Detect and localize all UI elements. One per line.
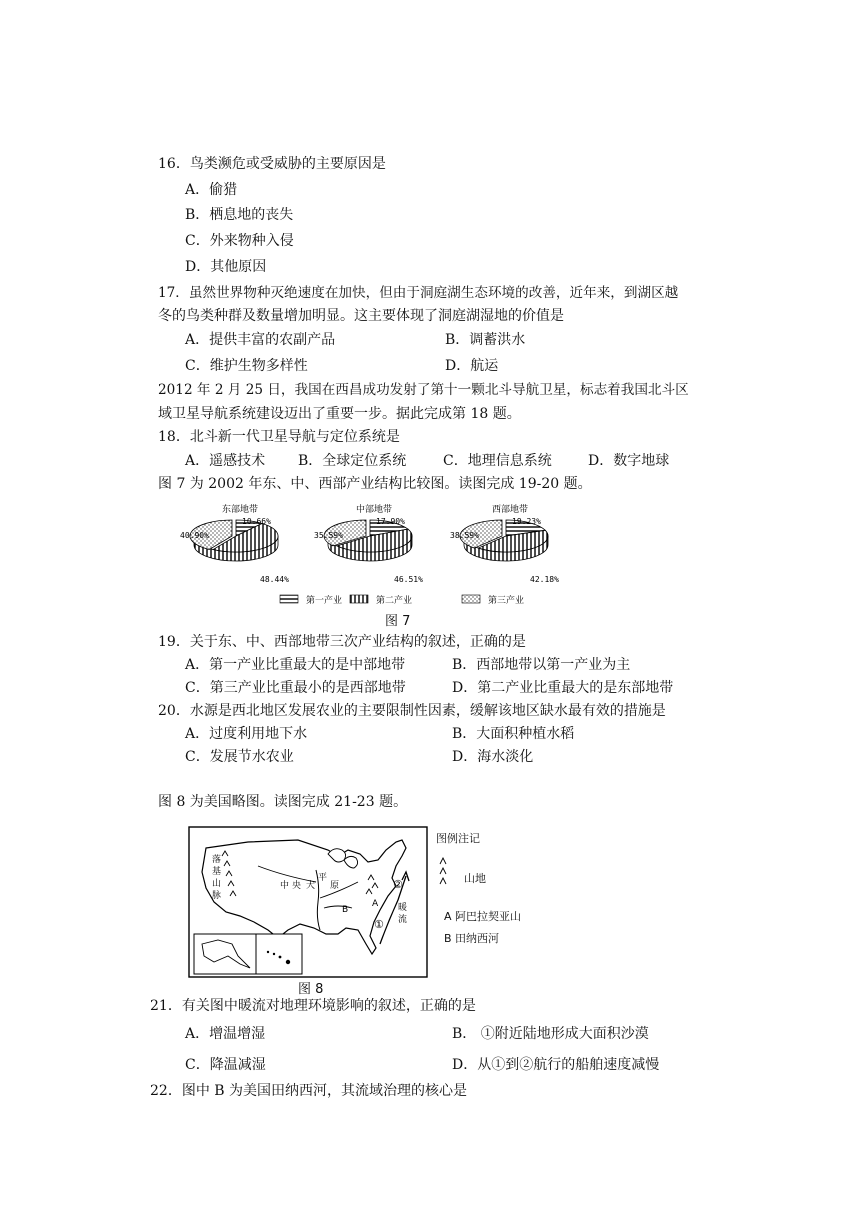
q18-option-b: B．全球定位系统 — [298, 453, 407, 469]
q18-option-c: C．地理信息系统 — [443, 453, 552, 469]
label-plain-3: 大 — [306, 881, 316, 891]
q19-stem: 19．关于东、中、西部地带三次产业结构的叙述，正确的是 — [158, 634, 526, 650]
q18-stem: 18．北斗新一代卫星导航与定位系统是 — [158, 429, 400, 445]
pie-title-1: 中部地带 — [356, 505, 393, 515]
pie-label-secondary-2: 42.18% — [530, 575, 559, 584]
figure-7-caption: 图 7 — [385, 614, 411, 629]
q21-stem: 21．有关图中暖流对地理环境影响的叙述，正确的是 — [150, 998, 476, 1014]
q19-option-a: A．第一产业比重最大的是中部地带 — [185, 657, 406, 673]
legend-swatch-2 — [462, 595, 480, 603]
q16-stem: 16．鸟类濒危或受威胁的主要原因是 — [158, 156, 386, 172]
q20-option-c: C．发展节水农业 — [185, 749, 294, 765]
label-plain-5: 原 — [330, 881, 340, 891]
label-rocky-3: 山 — [212, 879, 222, 889]
intro18-line2: 域卫星导航系统建设迈出了重要一步。据此完成第 18 题。 — [158, 406, 521, 422]
pie-label-primary-0: 10.66% — [242, 517, 271, 526]
q16-option-a: A．偷猎 — [185, 182, 238, 198]
q17-stem-line2: 冬的鸟类种群及数量增加明显。这主要体现了洞庭湖湿地的价值是 — [158, 308, 564, 324]
pie-title-0: 东部地带 — [222, 505, 259, 515]
label-point-2: ② — [393, 878, 403, 891]
q18-option-d: D．数字地球 — [588, 453, 670, 469]
q16-option-d: D．其他原因 — [185, 259, 267, 275]
legend-b: B 田纳西河 — [444, 932, 500, 945]
q21-option-b: B． ①附近陆地形成大面积沙漠 — [452, 1026, 649, 1042]
figure-8-caption: 图 8 — [298, 982, 324, 997]
label-rocky-1: 落 — [212, 855, 222, 865]
intro19: 图 7 为 2002 年东、中、西部产业结构比较图。读图完成 19-20 题。 — [158, 476, 592, 492]
q20-option-d: D．海水淡化 — [452, 749, 534, 765]
pie-title-2: 西部地带 — [492, 505, 529, 515]
legend-label-1: 第二产业 — [376, 596, 413, 606]
figure-7-chart — [180, 498, 590, 616]
q21-option-c: C．降温减湿 — [185, 1057, 266, 1073]
q20-option-a: A．过度利用地下水 — [185, 726, 308, 742]
legend-a: A 阿巴拉契亚山 — [444, 910, 522, 923]
pie-label-secondary-1: 46.51% — [394, 575, 423, 584]
pie-label-primary-2: 19.23% — [512, 517, 541, 526]
q18-option-a: A．遥感技术 — [185, 453, 266, 469]
legend-title: 图例注记 — [436, 832, 480, 845]
figure-8-map — [188, 826, 428, 978]
legend-label-0: 第一产业 — [306, 596, 343, 606]
q21-option-a: A．增温增湿 — [185, 1026, 266, 1042]
q17-stem-line1: 17．虽然世界物种灭绝速度在加快，但由于洞庭湖生态环境的改善，近年来，到湖区越 — [158, 285, 679, 301]
label-plain-1: 中 — [280, 881, 290, 891]
q19-option-c: C．第三产业比重最小的是西部地带 — [185, 680, 406, 696]
q20-stem: 20．水源是西北地区发展农业的主要限制性因素，缓解该地区缺水最有效的措施是 — [158, 703, 666, 719]
label-plain-2: 央 — [292, 881, 302, 891]
label-rocky-4: 脉 — [212, 891, 222, 901]
label-point-1: ① — [374, 918, 384, 931]
q17-option-b: B．调蓄洪水 — [445, 332, 526, 348]
hawaii-inset-frame — [256, 934, 302, 974]
intro18-line1: 2012 年 2 月 25 日，我国在西昌成功发射了第十一颗北斗导航卫星，标志着我国北斗区 — [158, 382, 689, 398]
label-b: B — [342, 905, 349, 915]
q16-option-b: B．栖息地的丧失 — [185, 207, 294, 223]
legend-mountain-label: 山地 — [464, 872, 486, 885]
pie-label-tertiary-2: 38.59% — [450, 531, 479, 540]
label-plain-4: 平 — [318, 873, 328, 883]
q17-option-a: A．提供丰富的农副产品 — [185, 332, 336, 348]
label-current-2: 流 — [398, 915, 408, 925]
q19-option-b: B．西部地带以第一产业为主 — [452, 657, 631, 673]
q22-stem: 22．图中 B 为美国田纳西河，其流域治理的核心是 — [150, 1083, 468, 1099]
q21-option-d: D．从①到②航行的船舶速度减慢 — [452, 1057, 660, 1073]
legend-swatch-1 — [350, 595, 368, 603]
q20-option-b: B．大面积种植水稻 — [452, 726, 575, 742]
pie-label-secondary-0: 48.44% — [260, 575, 289, 584]
intro21: 图 8 为美国略图。读图完成 21-23 题。 — [158, 794, 408, 810]
legend-label-2: 第三产业 — [488, 596, 525, 606]
q16-option-c: C．外来物种入侵 — [185, 233, 294, 249]
q19-option-d: D．第二产业比重最大的是东部地带 — [452, 680, 674, 696]
q17-option-d: D．航运 — [445, 358, 499, 374]
q17-option-c: C．维护生物多样性 — [185, 358, 308, 374]
legend-swatch-0 — [280, 595, 298, 603]
label-rocky-2: 基 — [212, 867, 222, 877]
label-a: A — [372, 899, 379, 909]
figure-8-legend — [436, 830, 596, 960]
pie-label-tertiary-0: 40.90% — [180, 531, 209, 540]
label-current-1: 暖 — [398, 903, 408, 913]
pie-label-primary-1: 17.90% — [376, 517, 405, 526]
pie-label-tertiary-1: 35.59% — [314, 531, 343, 540]
